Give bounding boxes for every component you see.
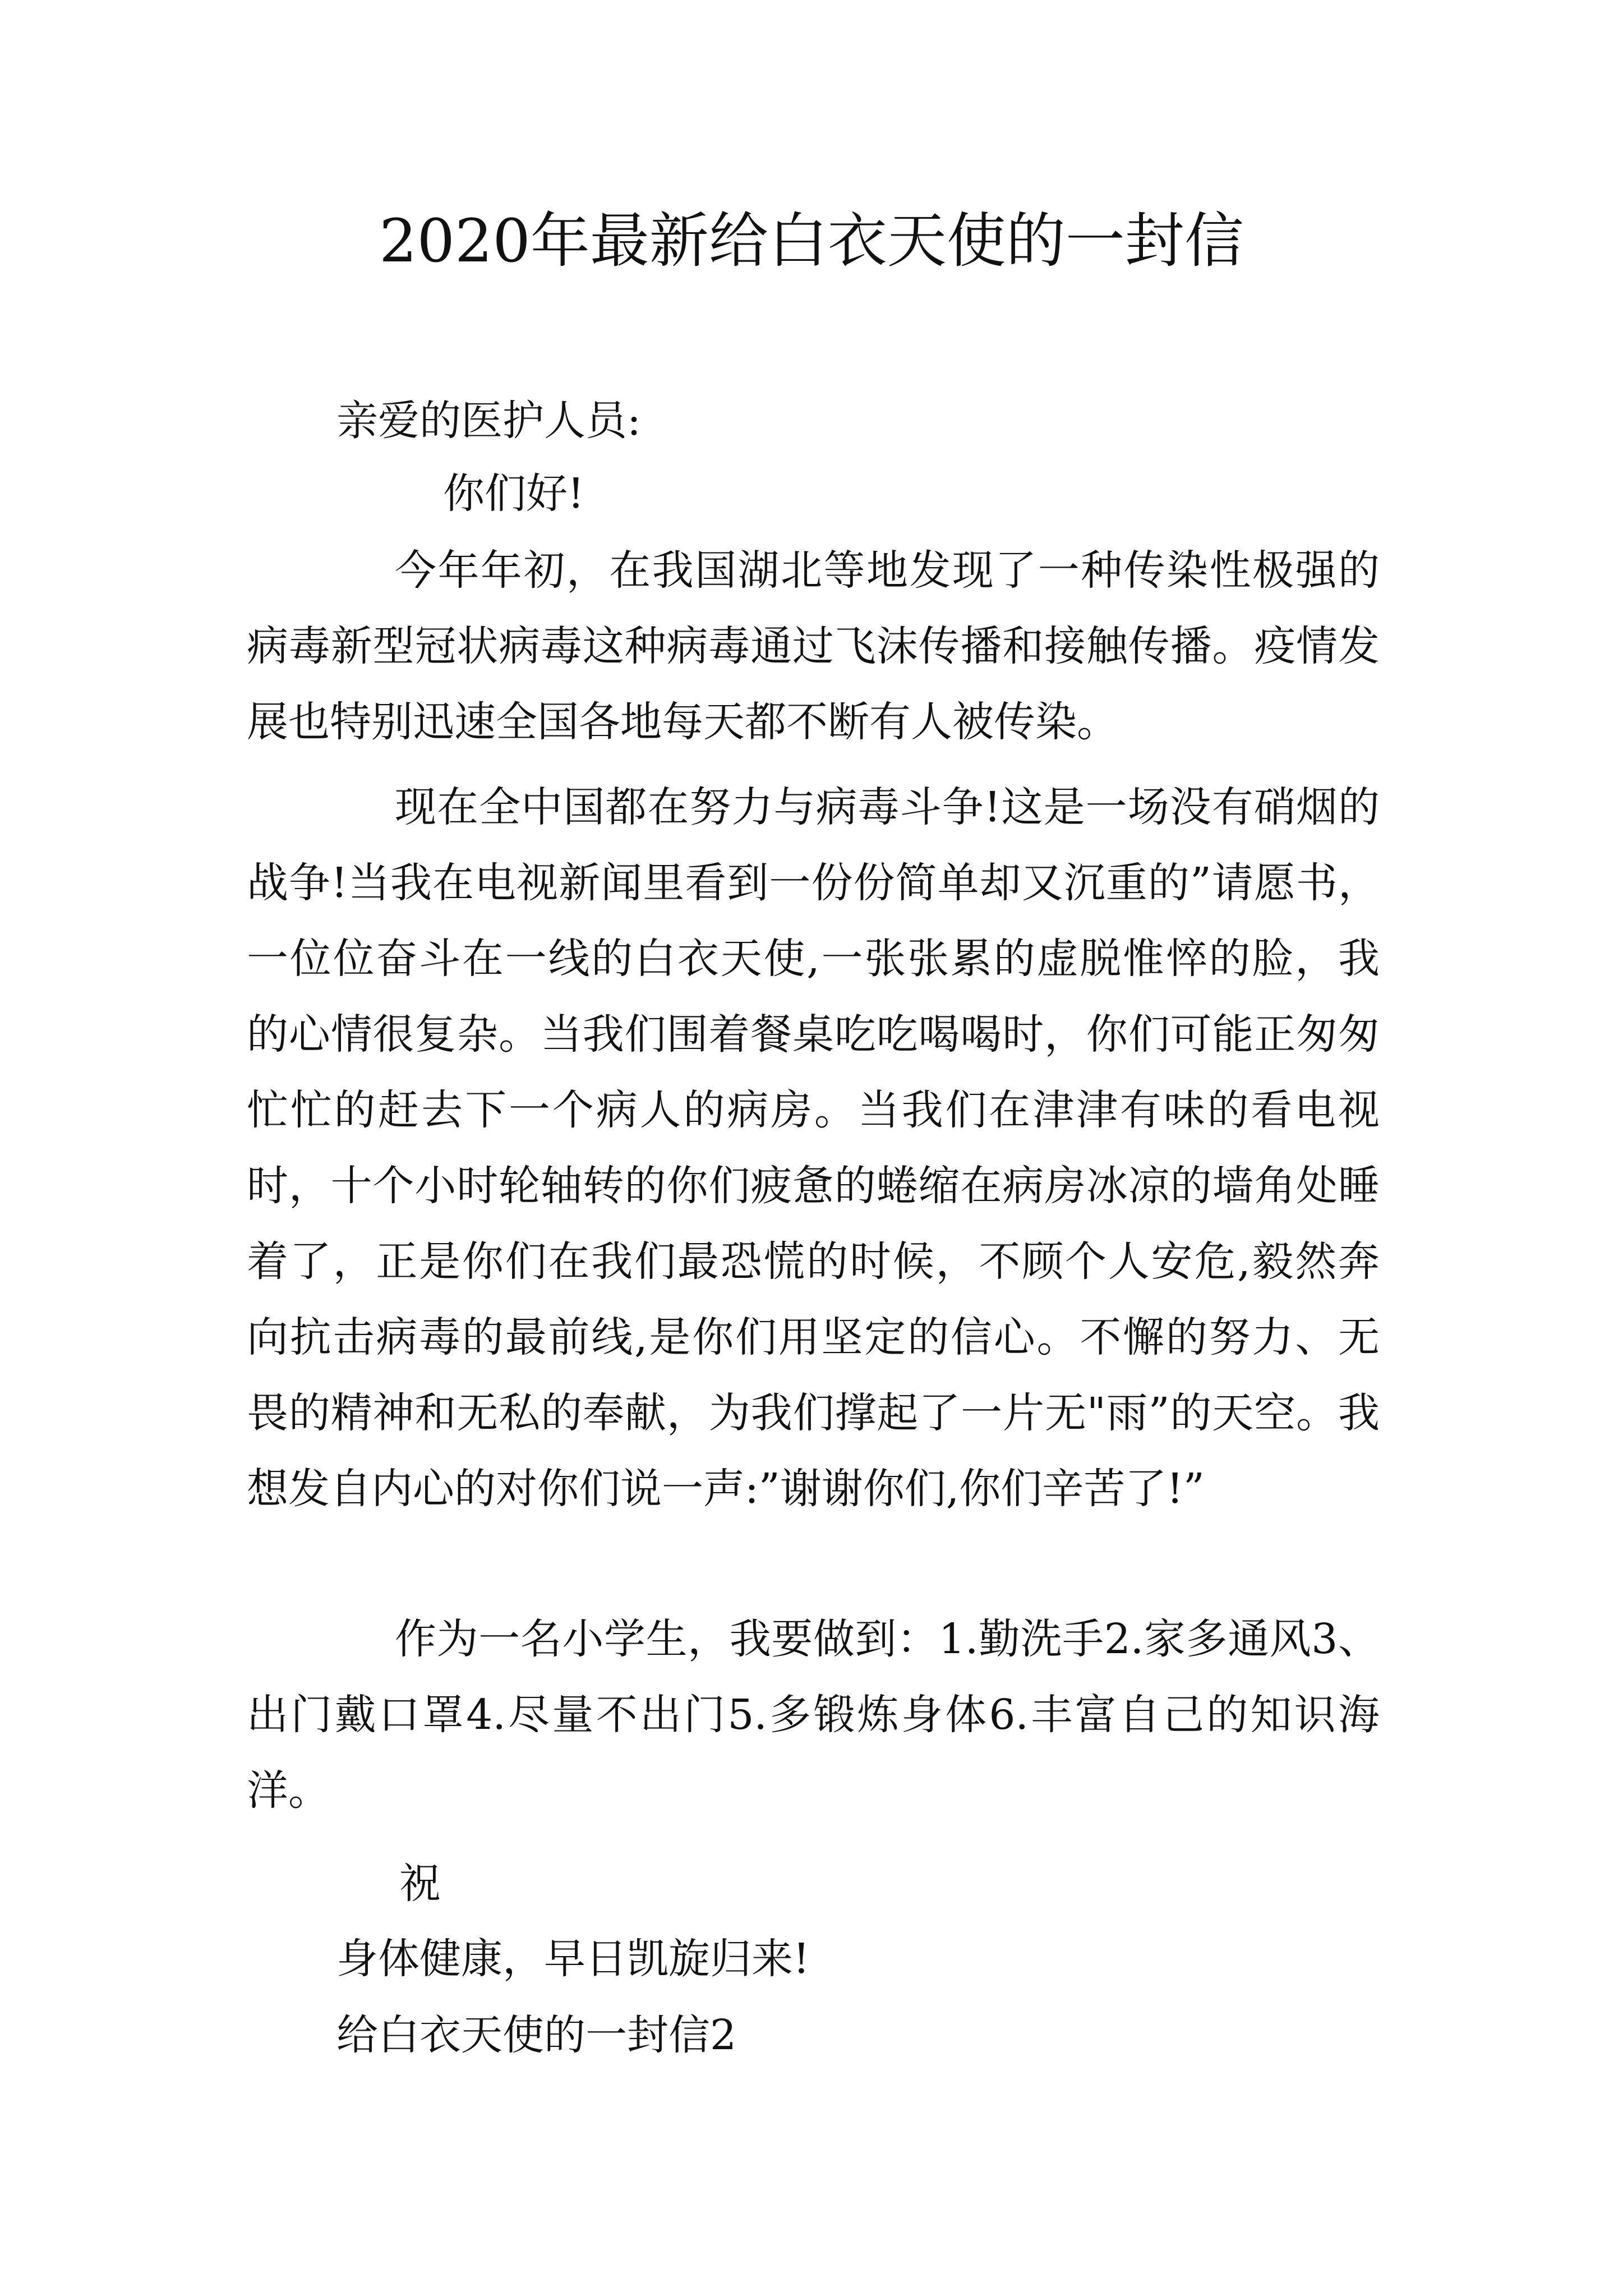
page-title: 2020年最新给白衣天使的一封信 xyxy=(379,206,1244,275)
paragraph-2: 现在全中国都在努力与病毒斗争!这是一场没有硝烟的战争!当我在电视新闻里看到一份份简单却又沉重的”请愿书，一位位奋斗在一线的白衣天使,一张张累的虚脱惟悴的脸，我的心情很复杂。当我们围着餐桌吃吃喝喝时，你们可能正匆匆忙忙的赶去下一个病人的病房。当我们在津津有味的看电视时，十个小时轮轴转的你们疲惫的蜷缩在病房冰凉的墙角处睡着了，正是你们在我们最恐慌的时候，不顾个人安危,毅然奔向抗击病毒的最前线,是你们用坚定的信心。不懈的努力、无畏的精神和无私的奉献，为我们撑起了一片无"雨”的天空。我想发自内心的对你们说一声:”谢谢你们,你们辛苦了!” xyxy=(247,783,1380,1513)
closing-wish: 身体健康，早日凯旋归来! xyxy=(336,1935,810,1983)
paragraph-3: 作为一名小学生，我要做到：1.勤洗手2.家多通风3、出门戴口罩4.尽量不出门5.多锻炼身体6.丰富自己的知识海洋。 xyxy=(247,1615,1380,1815)
next-letter-heading: 给白衣天使的一封信2 xyxy=(336,2011,737,2059)
greeting: 你们好! xyxy=(443,470,584,518)
paragraph-1: 今年年初，在我国湖北等地发现了一种传染性极强的病毒新型冠状病毒这种病毒通过飞沫传播和接触传播。疫情发展也特别迅速全国各地每天都不断有人被传染。 xyxy=(247,546,1380,746)
closing-word: 祝 xyxy=(399,1860,441,1908)
salutation: 亲爱的医护人员: xyxy=(336,397,641,445)
